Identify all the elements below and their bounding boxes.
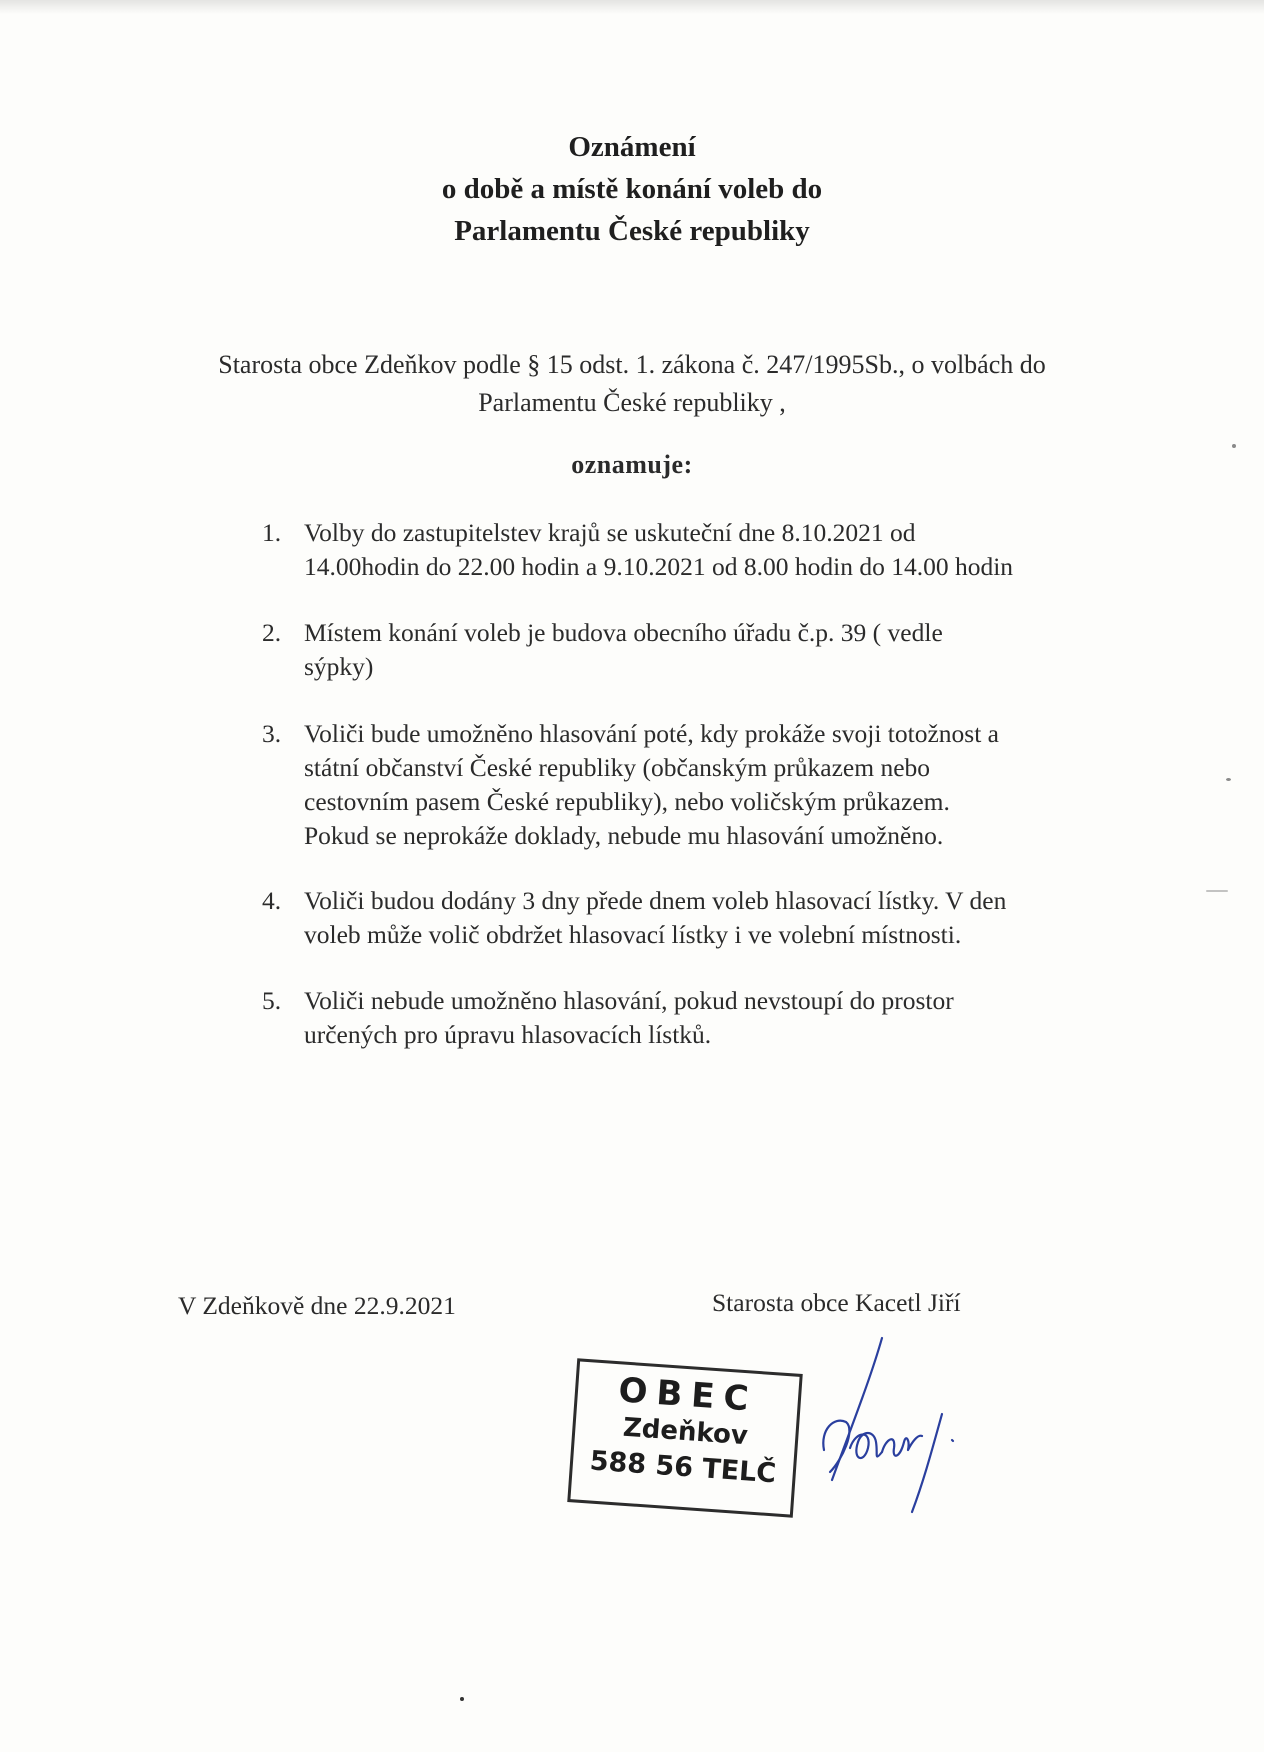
list-item-3 bbox=[262, 717, 1122, 853]
title-line-1: Oznámení bbox=[568, 131, 696, 163]
place-and-date: V Zdeňkově dne 22.9.2021 bbox=[178, 1291, 456, 1320]
list-item-line: určených pro úpravu hlasovacích lístků. bbox=[304, 1020, 712, 1049]
list-item-5 bbox=[262, 984, 1122, 1052]
stamp-line-2: Zdeňkov bbox=[622, 1412, 749, 1452]
intro-line-1: Starosta obce Zdeňkov podle § 15 odst. 1. zákona č. 247/1995Sb., o volbách do bbox=[218, 350, 1046, 379]
list-item-line: cestovním pasem České republiky), nebo voličským průkazem. bbox=[304, 787, 950, 816]
intro-line-2: Parlamentu České republiky , bbox=[478, 388, 786, 417]
signatory-name: Starosta obce Kacetl Jiří bbox=[712, 1288, 961, 1317]
title-line-3: Parlamentu České republiky bbox=[454, 215, 810, 247]
list-item-number: 5. bbox=[262, 986, 282, 1015]
list-item-line: Volby do zastupitelstev krajů se uskuteční dne 8.10.2021 od bbox=[304, 518, 916, 547]
stamp-line-3: 588 56 TELČ bbox=[588, 1445, 778, 1490]
list-item-number: 1. bbox=[262, 518, 282, 547]
announce-heading: oznamuje: bbox=[571, 450, 693, 479]
scan-edge-shadow bbox=[0, 0, 1264, 14]
list-item-line: Voliči bude umožněno hlasování poté, kdy prokáže svoji totožnost a bbox=[304, 719, 999, 748]
handwritten-signature bbox=[812, 1330, 1012, 1530]
stamp-line-1: OBEC bbox=[617, 1370, 759, 1420]
list-item-2 bbox=[262, 616, 1122, 684]
intro-paragraph bbox=[150, 346, 1114, 422]
list-item-4 bbox=[262, 884, 1122, 952]
document-title bbox=[0, 126, 1264, 252]
official-stamp bbox=[567, 1358, 802, 1517]
list-item-line: státní občanství České republiky (občanským průkazem nebo bbox=[304, 753, 931, 782]
scan-speck bbox=[460, 1697, 464, 1701]
list-item-number: 3. bbox=[262, 719, 282, 748]
scan-speck bbox=[1226, 778, 1231, 781]
list-item-number: 4. bbox=[262, 886, 282, 915]
scan-speck bbox=[1232, 444, 1236, 448]
list-item-line: Voliči budou dodány 3 dny přede dnem voleb hlasovací lístky. V den bbox=[304, 886, 1007, 915]
list-item-1 bbox=[262, 516, 1122, 584]
list-item-line: voleb může volič obdržet hlasovací lístky i ve volební místnosti. bbox=[304, 920, 962, 949]
list-item-line: Voliči nebude umožněno hlasování, pokud nevstoupí do prostor bbox=[304, 986, 954, 1015]
title-line-2: o době a místě konání voleb do bbox=[441, 173, 823, 205]
list-item-line: Pokud se neprokáže doklady, nebude mu hlasování umožněno. bbox=[304, 821, 944, 850]
list-item-number: 2. bbox=[262, 618, 282, 647]
list-item-line: sýpky) bbox=[304, 652, 374, 681]
scan-speck bbox=[1206, 890, 1228, 892]
list-item-line: Místem konání voleb je budova obecního úřadu č.p. 39 ( vedle bbox=[304, 618, 943, 647]
list-item-line: 14.00hodin do 22.00 hodin a 9.10.2021 od 8.00 hodin do 14.00 hodin bbox=[304, 552, 1014, 581]
